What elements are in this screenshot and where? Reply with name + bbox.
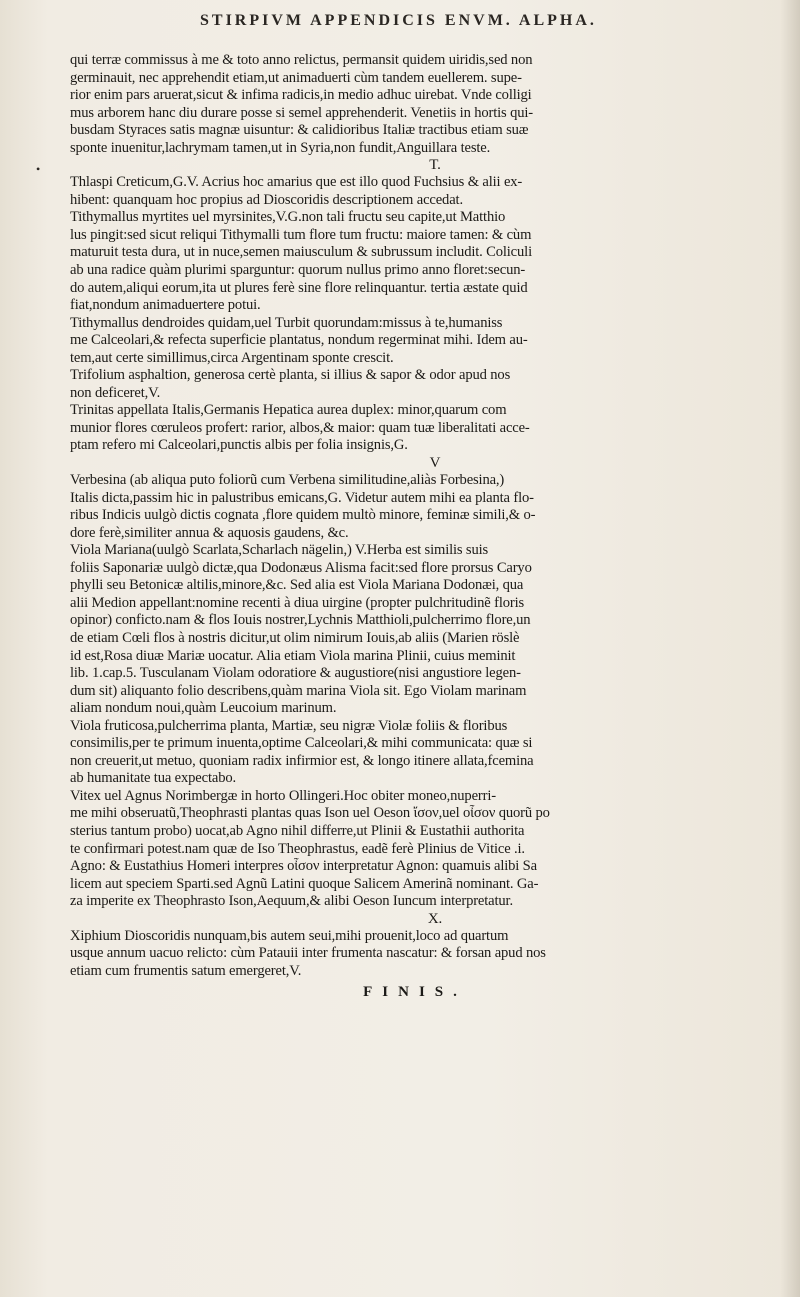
text-line: Vitex uel Agnus Norimbergæ in horto Ollingeri.Hoc obiter moneo,nuperri- (70, 787, 496, 804)
text-line: foliis Saponariæ uulgò dictæ,qua Dodonæus Alisma facit:sed flore prorsus Caryo (70, 559, 532, 576)
text-line: Verbesina (ab aliqua puto foliorũ cum Verbena similitudine,aliàs Forbesina,) (70, 472, 505, 489)
text-line: consimilis,per te primum inuenta,optime Calceolari,& mihi communicata: quæ si (70, 735, 533, 752)
text-line: lus pingit:sed sicut reliqui Tithymalli tum flore tum fructu: maiore tamen: & cùm (70, 226, 532, 243)
text-line: Viola Mariana(uulgò Scarlata,Scharlach nägelin,) V.Herba est similis suis (70, 542, 489, 559)
text-line: ab una radice quàm plurimi sparguntur: quorum nullus primo anno floret:secun- (70, 262, 526, 279)
margin-bullet: • (36, 162, 41, 176)
text-line: qui terræ commissus à me & toto anno relictus, permansit quidem uiridis,sed non (70, 52, 533, 68)
text-line: Thlaspi Creticum,G.V. Acrius hoc amarius que est illo quod Fuchsius & alii ex- (70, 174, 523, 191)
text-line: Italis dicta,passim hic in palustribus emicans,G. Videtur autem mihi ea planta flo- (70, 489, 534, 506)
text-line: Viola fruticosa,pulcherrima planta, Martiæ, seu nigræ Violæ foliis & floribus (70, 717, 508, 734)
text-line: non deficeret,V. (70, 384, 161, 401)
text-line: lib. 1.cap.5. Tusculanam Violam odoratiore & augustiore(nisi angustiore legen- (70, 665, 521, 682)
text-line: maturuit testa dura, ut in nuce,semen maiusculum & subrussum includit. Coliculi (70, 244, 532, 261)
finis-colophon: FINIS. (363, 984, 467, 1001)
section-letter-v: V (429, 455, 441, 472)
text-line: alii Medion appellant:nomine recenti à diua uirgine (propter pulchritudinẽ floris (70, 594, 525, 611)
text-line: tem,aut certe simillimus,circa Argentinam sponte crescit. (70, 349, 394, 366)
text-line: fiat,nondum animaduertere potui. (70, 297, 261, 314)
text-line: munior flores cœruleos profert: rarior, albos,& maior: quam tuæ liberalitati acce- (70, 419, 530, 436)
text-line: ribus Indicis uulgò dictis cognata ,flore quidem multò minore, feminæ simili,& o- (70, 507, 536, 524)
text-line: germinauit, nec apprehendit etiam,ut animaduerti cùm tandem euellerem. supe- (70, 69, 522, 86)
text-line: id est,Rosa diuæ Mariæ uocatur. Alia etiam Viola marina Plinii, cuius meminit (70, 647, 516, 664)
text-line: Trifolium asphaltion, generosa certè planta, si illius & sapor & odor apud nos (70, 367, 511, 384)
text-line: do autem,aliqui eorum,ita ut plures ferè sine flore relinquantur. tertia æstate quid (70, 279, 528, 296)
text-line: licem aut speciem Sparti.sed Agnũ Latini quoque Salicem Amerinã nominant. Ga- (70, 875, 539, 892)
text-line: sponte inuenitur,lachrymam tamen,ut in Syria,non fundit,Anguillara teste. (70, 139, 491, 156)
text-line: usque annum uacuo relicto: cùm Patauii inter frumenta nascatur: & forsan apud nos (70, 945, 546, 962)
text-line: Trinitas appellata Italis,Germanis Hepatica aurea duplex: minor,quarum com (70, 402, 507, 419)
text-line: etiam cum frumentis satum emergeret,V. (70, 962, 302, 979)
text-line: me Calceolari,& refecta superficie plantatus, nondum regerminat mihi. Idem au- (70, 332, 528, 349)
running-head: STIRPIVM APPENDICIS ENVM. ALPHA. (200, 12, 597, 29)
text-line: rior enim pars aruerat,sicut & infima radicis,in medio adhuc uirebat. Vnde colligi (70, 87, 532, 104)
text-line: ab humanitate tua expectabo. (70, 770, 236, 787)
text-line: sterius tantum probo) uocat,ab Agno nihil differre,ut Plinii & Eustathii authorita (70, 822, 525, 839)
text-line: mus arborem hanc diu durare posse si semel apprehenderit. Venetiis in hortis qui- (70, 104, 533, 121)
section-letter-t: T. (429, 157, 441, 174)
text-line: dum sit) aliquanto folio describens,quàm marina Viola sit. Ego Violam marinam (70, 682, 527, 699)
text-line: hibent: quanquam hoc propius ad Dioscoridis descriptionem accedat. (70, 191, 463, 208)
text-line: Tithymallus dendroides quidam,uel Turbit quorundam:missus à te,humaniss (70, 314, 503, 331)
text-line: opinor) conficto.nam & flos Iouis nostrer,Lychnis Matthioli,pulcherrimo flore,un (70, 612, 531, 629)
text-line: Tithymallus myrtites uel myrsinites,V.G.non tali fructu seu capite,ut Matthio (70, 209, 506, 226)
text-line: Xiphium Dioscoridis nunquam,bis autem seui,mihi prouenit,loco ad quartum (70, 927, 509, 944)
text-line: Agno: & Eustathius Homeri interpres οἶσον interpretatur Agnon: quamuis alibi Sa (70, 858, 537, 875)
section-letter-x: X. (427, 910, 443, 927)
page-edge-shadow (780, 0, 800, 1297)
text-line: busdam Styraces satis magnæ uisuntur: & calidioribus Italiæ tractibus etiam suæ (70, 122, 529, 139)
text-line: de etiam Cœli flos à nostris dicitur,ut olim nimirum Iouis,ab aliis (Marien röslè (70, 629, 520, 646)
text-line: phylli seu Betonicæ altilis,minore,&c. Sed alia est Viola Mariana Dodonæi, qua (70, 577, 524, 594)
main-text (70, 52, 760, 1002)
text-line: ptam refero mi Calceolari,punctis albis per folia insignis,G. (70, 437, 408, 454)
text-line: te confirmari potest.nam quæ de Iso Theophrastus, eadẽ ferè Plinius de Vitice .i. (70, 840, 525, 857)
text-line: non creuerit,ut metuo, quoniam radix infirmior est, & longo itinere allata,fcemina (70, 752, 534, 769)
text-line: me mihi obseruatũ,Theophrasti plantas quas Ison uel Oeson ἴσον,uel οἶσον quorũ po (70, 805, 550, 822)
text-line: za imperite ex Theophrasto Ison,Aequum,& alibi Oeson Iuncum interpretatur. (70, 893, 513, 910)
text-line: aliam nondum noui,quàm Leucoium marinum. (70, 700, 337, 717)
text-line: dore ferè,similiter annua & aquosis gaudens, &c. (70, 524, 349, 541)
